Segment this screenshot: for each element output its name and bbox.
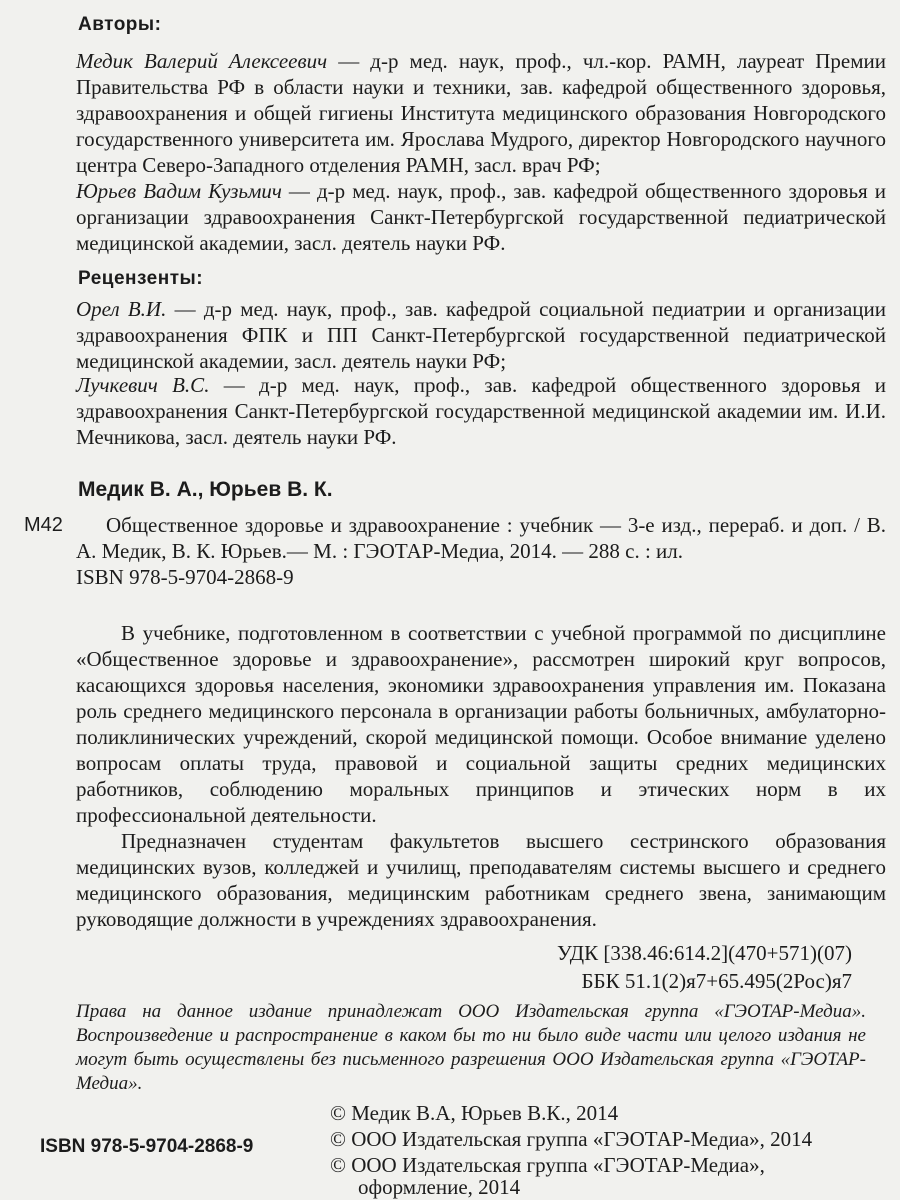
- reviewer-description: — д-р мед. наук, проф., зав. кафедрой социальной педиатрии и организации здравоохранения ФПК и ПП Санкт-Петербургской государственной педиатрической медицинской академии, засл. деятель науки РФ;: [76, 297, 886, 373]
- bbk-code: ББК 51.1(2)я7+65.495(2Рос)я7: [581, 969, 852, 993]
- rights-notice: Права на данное издание принадлежат ООО Издательская группа «ГЭОТАР-Медиа». Воспроизведение и распространение в каком бы то ни было виде части или целого издания не могут быть осуществлены без письменного разрешения ООО Издательская группа «ГЭОТАР-Медиа».: [76, 1001, 866, 1094]
- copyright-line: © ООО Издательская группа «ГЭОТАР-Медиа», 2014: [330, 1127, 813, 1151]
- author-entry-1: [76, 48, 886, 178]
- isbn-bottom: ISBN 978-5-9704-2868-9: [40, 1136, 254, 1157]
- bibliographic-isbn: ISBN 978-5-9704-2868-9: [76, 565, 294, 589]
- copyright-line: оформление, 2014: [358, 1175, 521, 1199]
- bibliographic-description: Общественное здоровье и здравоохранение : учебник — 3-е изд., перераб. и доп. / В. А. Медик, В. К. Юрьев.— М. : ГЭОТАР-Медиа, 2014. — 288 с. : ил.: [76, 513, 886, 563]
- reviewer-entry-2: [76, 372, 886, 450]
- copyright-line: © ООО Издательская группа «ГЭОТАР-Медиа»,: [330, 1153, 765, 1177]
- reviewer-name: Лучкевич В.С.: [76, 373, 210, 397]
- udk-code: УДК [338.46:614.2](470+571)(07): [557, 941, 852, 965]
- annotation-paragraph-2: Предназначен студентам факультетов высшего сестринского образования медицинских вузов, колледжей и училищ, преподавателям системы высшего и среднего медицинского образования, медицинским работникам среднего звена, занимающим руководящие должности в учреждениях здравоохранения.: [76, 829, 886, 931]
- reviewer-entry-1: [76, 296, 886, 374]
- author-mark-code: М42: [24, 514, 63, 536]
- reviewers-heading: Рецензенты:: [78, 268, 204, 289]
- authors-heading: Авторы:: [78, 14, 162, 35]
- author-entry-2: [76, 178, 886, 256]
- author-name: Юрьев Вадим Кузьмич: [76, 179, 282, 203]
- reviewer-name: Орел В.И.: [76, 297, 167, 321]
- reviewer-description: — д-р мед. наук, проф., зав. кафедрой общественного здоровья и здравоохранения Санкт-Петербургской государственной медицинской академии им. И.И. Мечникова, засл. деятель науки РФ.: [76, 373, 887, 449]
- bibliographic-authors: Медик В. А., Юрьев В. К.: [78, 478, 333, 501]
- bibliographic-record: [76, 512, 886, 590]
- copyright-line: © Медик В.А, Юрьев В.К., 2014: [330, 1101, 619, 1125]
- author-description: — д-р мед. наук, проф., зав. кафедрой общественного здоровья и организации здравоохранения Санкт-Петербургской государственной педиатрической медицинской академии, засл. деятель науки РФ.: [76, 179, 886, 255]
- author-name: Медик Валерий Алексеевич: [76, 49, 328, 73]
- author-description: — д-р мед. наук, проф., чл.-кор. РАМН, лауреат Премии Правительства РФ в области науки и техники, зав. кафедрой общественного здоровья, здравоохранения и общей гигиены Института медицинского образования Новгородского государственного университета им. Ярослава Мудрого, директор Новгородского научного центра Северо-Западного отделения РАМН, засл. врач РФ;: [76, 49, 886, 177]
- annotation-paragraph-1: В учебнике, подготовленном в соответствии с учебной программой по дисциплине «Общественное здоровье и здравоохранение», рассмотрен широкий круг вопросов, касающихся здоровья населения, экономики здравоохранения управления им. Показана роль среднего медицинского персонала в организации работы больничных, амбулаторно-поликлинических учреждений, скорой медицинской помощи. Особое внимание уделено вопросам оплаты труда, правовой и социальной защиты средних медицинских работников, соблюдению моральных принципов и этических норм в их профессиональной деятельности.: [76, 621, 886, 827]
